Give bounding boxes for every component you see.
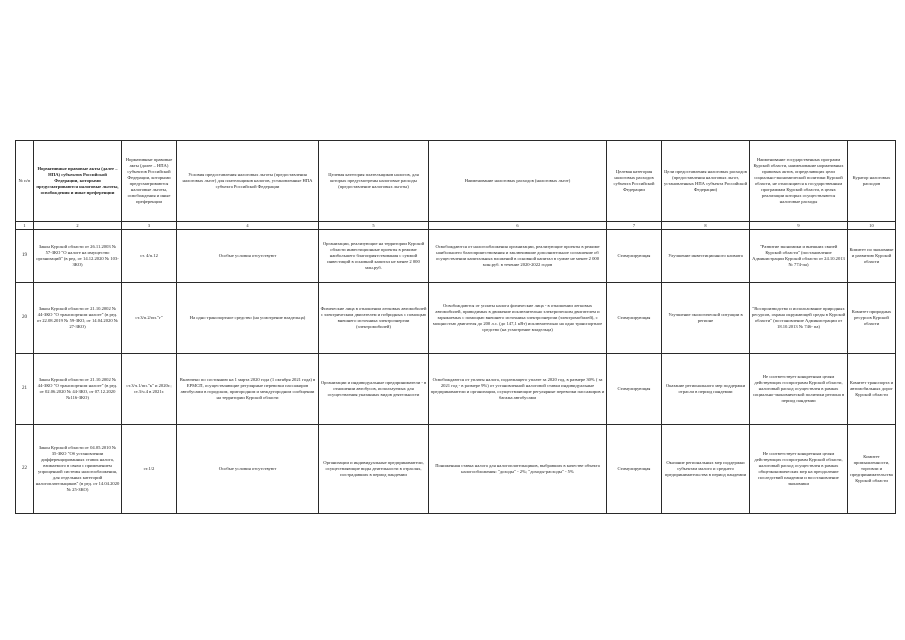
row-conditions: Особые условия отсутствуют [177, 425, 319, 514]
row-article: ст.1/2 [122, 425, 177, 514]
row-act: Закон Курской области от 21.10.2002 № 44-ЗКО "О транспортном налоге" (в ред. от 22.08.2019 № 59-ЗКО, от 14.04.2020 № 27-ЗКО) [34, 283, 122, 354]
table-row [16, 283, 896, 354]
row-goal: Улучшение инвестиционного климата [662, 230, 750, 283]
header-cell-article: Нормативные правовые акты (далее – НПА) субъектов Российской Федерации, которыми предусматриваются налоговые льготы, освобождения и иные преференции [122, 141, 177, 222]
header-cell-program: Наименование государственных программ Курской области, наименование нормативных правовых актов, определяющих цели социально-экономической политики Курской области, не относящиеся к государственным программам Курской области, в целях реализации которых осуществляются налоговые расходы [750, 141, 848, 222]
row-article: ст.3/ч.1/пп."к" и 2020г.; ст.3/ч.4 в 2021г. [122, 354, 177, 425]
row-target: Стимулирующая [607, 230, 662, 283]
row-number: 19 [16, 230, 34, 283]
tax-expenditure-sheet [15, 140, 895, 514]
row-conditions: Особые условия отсутствуют [177, 230, 319, 283]
column-number: 4 [177, 222, 319, 230]
column-number: 6 [429, 222, 607, 230]
column-number: 9 [750, 222, 848, 230]
column-number: 7 [607, 222, 662, 230]
column-number: 8 [662, 222, 750, 230]
row-name: Освобождаются от уплаты налога, подлежащего уплате за 2020 год, в размере 30% ( за 2021 год - в размере 9%) от установленной налоговой ставки индивидуальные предприниматели и организации, осуществляющие регулярные перевозки пассажиров и багажа автобусами [429, 354, 607, 425]
column-number: 10 [848, 222, 896, 230]
column-number: 2 [34, 222, 122, 230]
header-cell-category: Целевая категория плательщиков налогов, для которых предусмотрены налоговые расходы (предоставление налоговых льготы) [319, 141, 429, 222]
tax-expenditure-table [15, 140, 896, 514]
header-cell-target: Целевая категория налоговых расходов субъекта Российской Федерации [607, 141, 662, 222]
table-row [16, 230, 896, 283]
row-category: Организации, реализующие на территории Курской области инвестиционные проекты в режиме наибольшего благоприятствования с суммой инвестиций в основной капитал не менее 2 000 млн.руб. [319, 230, 429, 283]
column-number: 3 [122, 222, 177, 230]
row-name: Освобождаются от налогообложения организации, реализующие проекты в режиме наибольшего благоприятствования и заключившие дополнительное соглашение об осуществлении капитальных вложений в основной капитал в сумме не менее 2 000 млн.руб. в течение 2020-2022 годов [429, 230, 607, 283]
header-cell-act: Нормативные правовые акты (далее – НПА) субъектов Российской Федерации, которыми предусматриваются налоговые льготы, освобождения и иные преференции [34, 141, 122, 222]
row-goal: Оказание регионального мер поддержки отрасли в период пандемии [662, 354, 750, 425]
table-header [16, 141, 896, 222]
header-cell-name: Наименование налоговых расходов (налоговых льгот) [429, 141, 607, 222]
row-target: Стимулирующая [607, 425, 662, 514]
row-number: 22 [16, 425, 34, 514]
table-row [16, 425, 896, 514]
row-article: ст. 4/п.12 [122, 230, 177, 283]
row-program: "Развитие экономики и внешних связей Курской области" (постановление Администрации Курской области от 24.10.2013 № 774-па) [750, 230, 848, 283]
row-name: Освобождаются от уплаты налога физические лица - в отношении легковых автомобилей, приводимых в движение исключительно электрическим двигателем и заряжаемых с помощью внешнего источника электроэнергии (электромобилей), с мощностью двигателя до 200 л.с. (до 147,1 кВт) исключительно на одно транспортное средство (на усмотрение владельца) [429, 283, 607, 354]
row-program: Не соответствует конкретным целям действующих госпрограмм Курской области, налоговый расход осуществлен в рамках социально-экономической политики региона в период пандемии [750, 354, 848, 425]
row-article: ст.3/п.2/пп."г" [122, 283, 177, 354]
header-cell-curator: Куратор налоговых расходов [848, 141, 896, 222]
row-category: Организации и индивидуальные предприниматели - в отношении автобусов, используемых для осуществления указанных видов деятельности [319, 354, 429, 425]
row-target: Стимулирующая [607, 354, 662, 425]
row-target: Стимулирующая [607, 283, 662, 354]
row-number: 21 [16, 354, 34, 425]
row-conditions: Включено по состоянию на 1 марта 2020 года (1 октября 2021 года) в ЕРМСП, осуществляющие регулярные перевозки пассажиров автобусами в городском, пригородном и междугородном сообщении на территории Курской области [177, 354, 319, 425]
row-curator: Комитет транспорта и автомобильных дорог Курской области [848, 354, 896, 425]
row-program: Не соответствует конкретным целям действующих госпрограмм Курской области, налоговый расход осуществлен в рамках общеэкономических мер на преодоление последствий пандемии и восстановление экономики [750, 425, 848, 514]
header-cell-number: № п/п [16, 141, 34, 222]
row-goal: Улучшение экологической ситуации в регионе [662, 283, 750, 354]
header-cell-conditions: Условия предоставления налоговых льготы (предоставления налоговых льгот) для плательщиков налогов, установленные НПА субъекта Российской Федерации [177, 141, 319, 222]
column-number-row [16, 222, 896, 230]
row-act: Закон Курской области от 26.11.2003 № 57-ЗКО "О налоге на имущество организаций" (в ред. от 14.12.2020 № 103-ЗКО) [34, 230, 122, 283]
row-goal: Оказание региональных мер поддержки субъектам малого и среднего предпринимательства в период пандемии [662, 425, 750, 514]
row-program: "Воспроизводство и использование природных ресурсов, охрана окружающей среды в Курской области" (постановление Администрации от 18.10.2013 № 746- па) [750, 283, 848, 354]
row-curator: Комитет по экономике и развитию Курской области [848, 230, 896, 283]
row-curator: Комитет промышленности, торговли и предпринимательства Курской области [848, 425, 896, 514]
row-category: Организации и индивидуальные предприниматели, осуществляющие виды деятельности в отраслях, пострадавших в период пандемии [319, 425, 429, 514]
column-number: 1 [16, 222, 34, 230]
row-category: Физические лица в отношении легковых автомобилей с электрическим двигателем и гибридных с помощью внешнего источника электроэнергии (электромобилей) [319, 283, 429, 354]
row-name: Пониженная ставка налога для налогоплательщиков, выбравших в качестве объекта налогообложения: "доходы" - 2%; "доходы-расходы" - 5% [429, 425, 607, 514]
table-row [16, 354, 896, 425]
row-act: Закон Курской области от 04.05.2010 № 35-ЗКО "Об установлении дифференцированных ставок налога, взимаемого в связи с применением упрощенной системы налогообложения, для отдельных категорий налогоплательщиков" (в ред. от 14.04.2020 № 25-ЗКО) [34, 425, 122, 514]
row-number: 20 [16, 283, 34, 354]
header-cell-goal: Цели предоставления налоговых расходов (предоставления налоговых льгот, установленных НПА субъекта Российской Федерации) [662, 141, 750, 222]
row-conditions: На одно транспортное средство (на усмотрение владельца) [177, 283, 319, 354]
row-act: Закон Курской области от 21.10.2002 № 44-ЗКО "О транспортном налоге" (в ред. от 02.06.2020 № 44-ЗКО, от 07.12.2020 №116-ЗКО) [34, 354, 122, 425]
column-number: 5 [319, 222, 429, 230]
row-curator: Комитет природных ресурсов Курской области [848, 283, 896, 354]
